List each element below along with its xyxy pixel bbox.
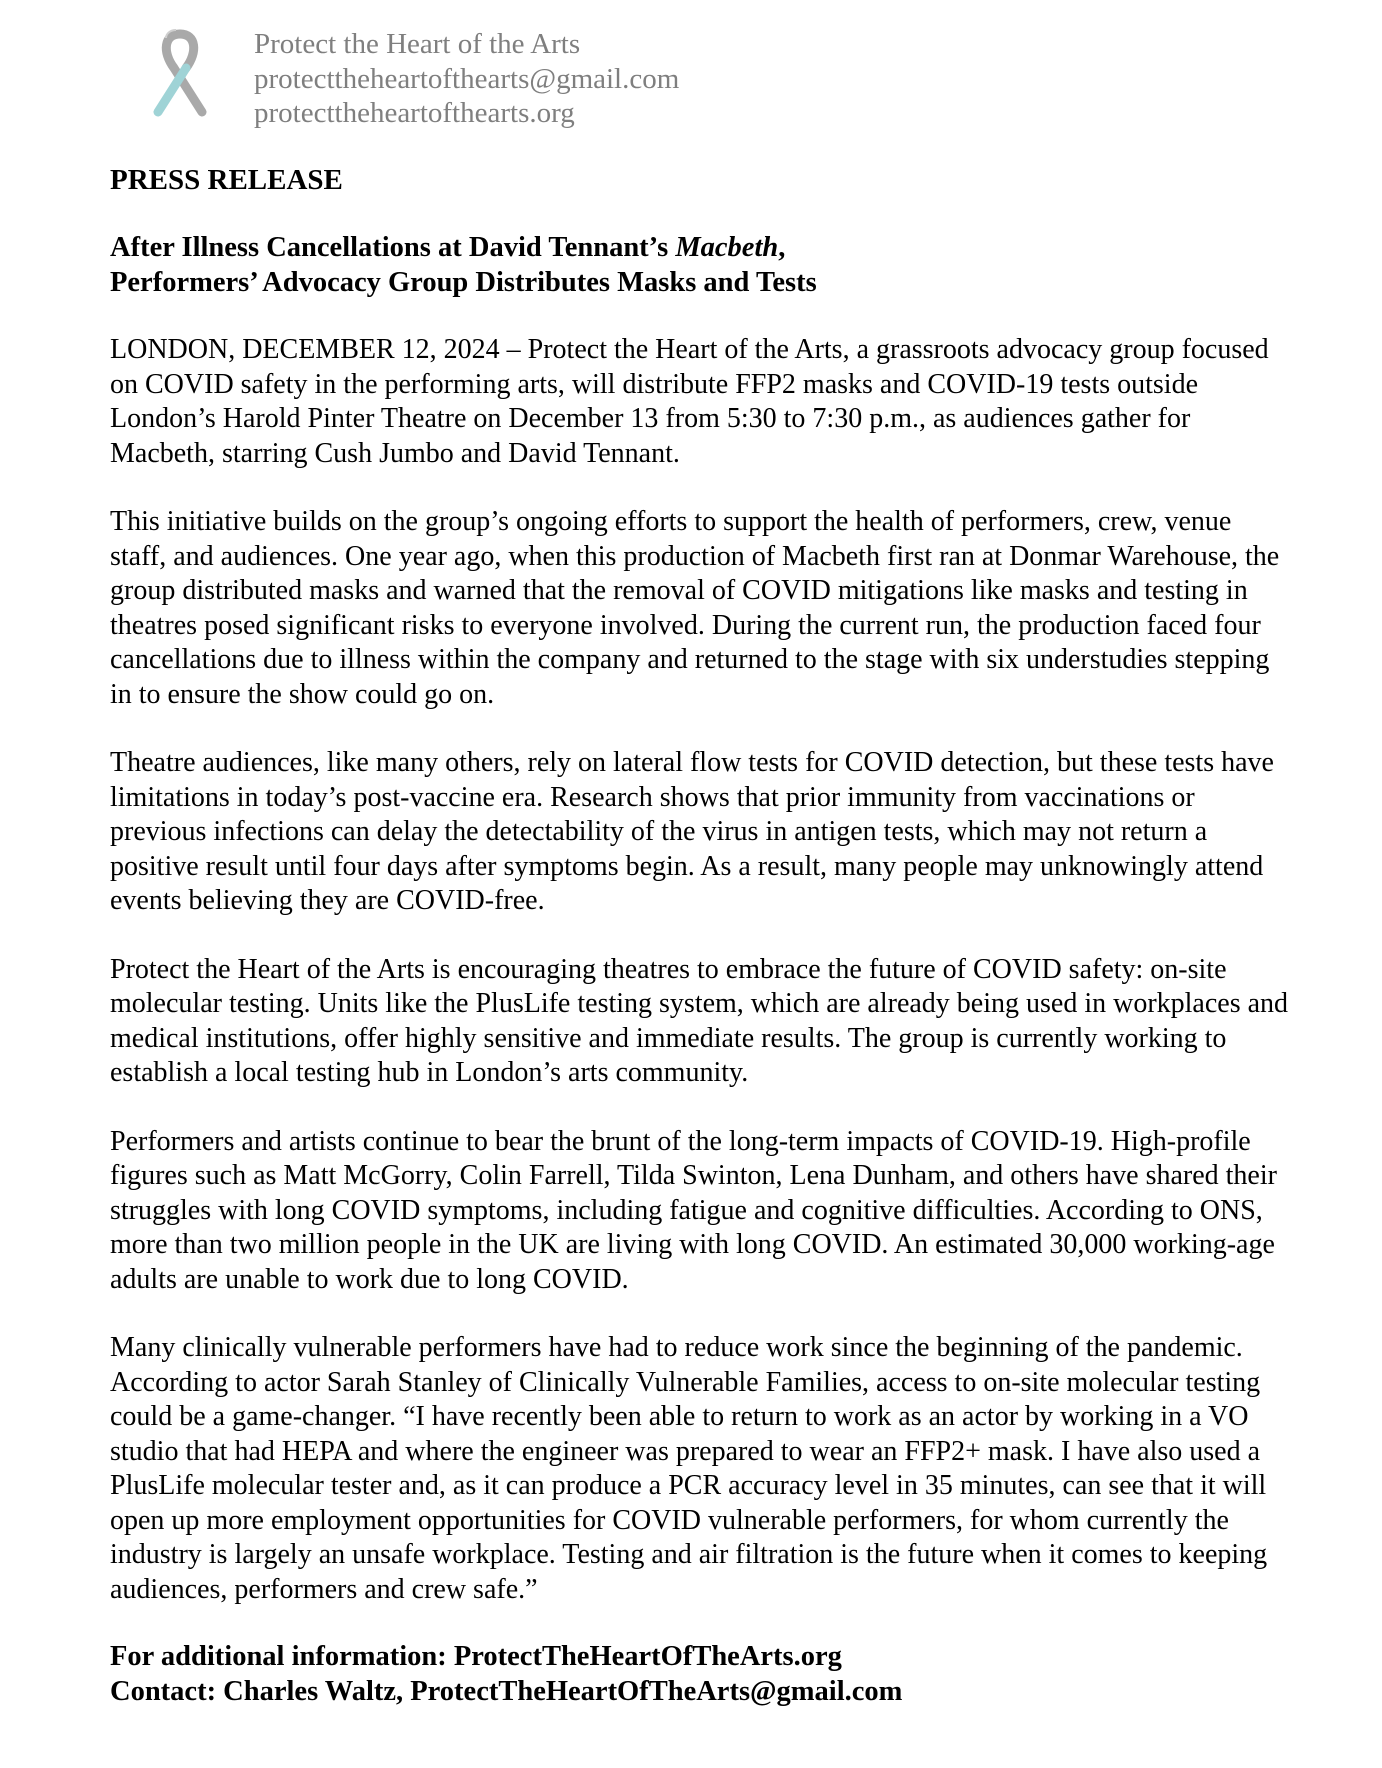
awareness-ribbon-icon — [150, 26, 210, 126]
org-name: Protect the Heart of the Arts — [254, 28, 581, 60]
paragraph-long-covid: Performers and artists continue to bear the brunt of the long-term impacts of COVID-19. High-profile figures such as Matt McGorry, Colin Farrell, Tilda Swinton, Lena Dunham, and others have shared their struggles with long COVID symptoms, including fatigue and cognitive difficulties. According to ONS, more than two million people in the UK are living with long COVID. An estimated 30,000 working-age adults are unable to work due to long COVID. — [110, 1125, 1277, 1295]
letterhead — [150, 22, 1050, 137]
headline-line-2: Performers’ Advocacy Group Distributes Masks and Tests — [110, 266, 817, 298]
headline — [110, 231, 1290, 300]
additional-info-line[interactable]: For additional information: ProtectTheHeartOfTheArts.org — [110, 1641, 842, 1672]
headline-line-1-punct: , — [778, 232, 786, 263]
press-release-body — [110, 163, 1290, 1709]
paragraph-initiative: This initiative builds on the group’s ongoing efforts to support the health of performers, crew, venue staff, and audiences. One year ago, when this production of Macbeth first ran at Donmar Warehouse, the group distributed masks and warned that the removal of COVID mitigations like masks and testing in theatres posed significant risks to everyone involved. During the current run, the production faced four cancellations due to illness within the company and returned to the stage with six understudies stepping in to ensure the show could go on. — [110, 506, 1280, 710]
paragraph-testing-limits: Theatre audiences, like many others, rely on lateral flow tests for COVID detection, but these tests have limitations in today’s post-vaccine era. Research shows that prior immunity from vaccinations or previous infections can delay the detectability of the virus in antigen tests, which may not return a positive result until four days after symptoms begin. As a result, many people may unknowingly attend events believing they are COVID-free. — [110, 747, 1274, 916]
org-website[interactable]: protecttheheartofthearts.org — [254, 97, 575, 129]
headline-show-title: Macbeth — [675, 232, 779, 263]
org-email[interactable]: protecttheheartofthearts@gmail.com — [254, 62, 680, 95]
paragraph-dateline: LONDON, DECEMBER 12, 2024 – Protect the Heart of the Arts, a grassroots advocacy group focused on COVID safety in the performing arts, will distribute FFP2 masks and COVID-19 tests outside London’s Harold Pinter Theatre on December 13 from 5:30 to 7:30 p.m., as audiences gather for Macbeth, starring Cush Jumbo and David Tennant. — [110, 334, 1269, 469]
doc-label: PRESS RELEASE — [110, 164, 343, 196]
contact-footer — [110, 1639, 1290, 1709]
headline-line-1 — [110, 231, 1290, 266]
paragraph-molecular-testing: Protect the Heart of the Arts is encouraging theatres to embrace the future of COVID safety: on-site molecular testing. Units like the PlusLife testing system, which are already being used in workplaces and medical institutions, offer highly sensitive and immediate results. The group is currently working to establish a local testing hub in London’s arts community. — [110, 953, 1289, 1088]
contact-line[interactable]: Contact: Charles Waltz, ProtectTheHeartOfTheArts@gmail.com — [110, 1676, 903, 1707]
headline-line-1-text: After Illness Cancellations at David Tennant’s — [110, 232, 676, 263]
paragraph-quote: Many clinically vulnerable performers have had to reduce work since the beginning of the pandemic. According to actor Sarah Stanley of Clinically Vulnerable Families, access to on-site molecular testing could be a game-changer. “I have recently been able to return to work as an actor by working in a VO studio that had HEPA and where the engineer was prepared to wear an FFP2+ mask. I have also used a PlusLife molecular tester and, as it can produce a PCR accuracy level in 35 minutes, can see that it will open up more employment opportunities for COVID vulnerable performers, for whom currently the industry is largely an unsafe workplace. Testing and air filtration is the future when it comes to keeping audiences, performers and crew safe.” — [110, 1332, 1268, 1605]
